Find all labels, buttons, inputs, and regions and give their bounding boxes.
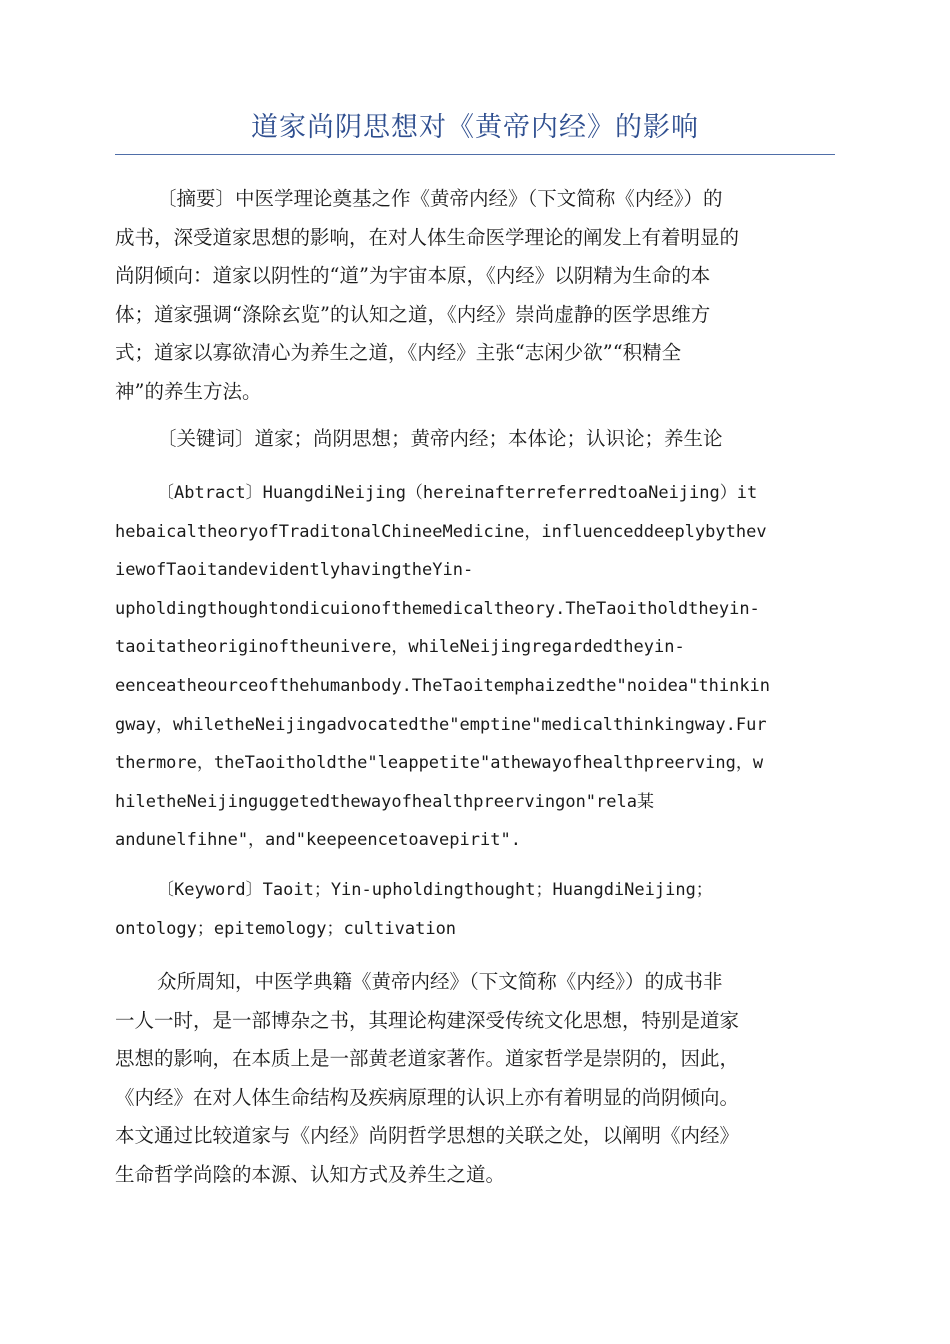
title-underline [115,154,835,155]
document-title: 道家尚阴思想对《黄帝内经》的影响 [251,112,699,143]
text-line: 〔Keyword〕Taoit；Yin-upholdingthought；HuangdiNeijing； [157,880,713,900]
text-line: eenceatheourceofthehumanbody.TheTaoitemphaizedthe"noidea"thinkin [115,675,771,696]
text-line: hebaicaltheoryofTraditonalChineeMedicine，influenceddeeplybythev [115,521,767,542]
text-line: iewofTaoitandevidentlyhavingtheYin- [115,560,474,581]
text-line: 尚阴倾向：道家以阴性的“道”为宇宙本原，《内经》以阴精为生命的本 [115,264,711,288]
keywords-en [115,871,835,948]
abstract-en [115,474,835,860]
text-line: thermore，theTaoitholdthe"leappetite"athewayofhealthpreerving，w [115,753,764,774]
keywords-zh [115,420,835,459]
text-line: 《内经》在对人体生命结构及疾病原理的认识上亦有着明显的尚阴倾向。 [115,1085,740,1109]
body-paragraph [115,963,835,1195]
text-line: 神”的养生方法。 [115,379,262,403]
text-line: 〔摘要〕中医学理论奠基之作《黄帝内经》（下文简称《内经》）的 [157,187,723,210]
text-line: 本文通过比较道家与《内经》尚阴哲学思想的关联之处，以阐明《内经》 [115,1124,740,1148]
text-line: andunelfihne"，and"keepeencetoavepirit". [115,830,521,851]
text-line: hiletheNeijinguggetedthewayofhealthpreervingon"rela某 [115,791,654,812]
text-line: 体；道家强调“涤除玄览”的认知之道，《内经》崇尚虚静的医学思维方 [115,302,711,326]
text-line: 〔Abtract〕HuangdiNeijing（hereinafterreferredtoaNeijing）it [157,483,758,503]
text-line: ontology；epitemology；cultivation [115,918,457,939]
text-line: 思想的影响，在本质上是一部黄老道家著作。道家哲学是崇阴的，因此， [115,1047,740,1071]
text-line: 一人一时，是一部博杂之书，其理论构建深受传统文化思想，特别是道家 [115,1008,740,1032]
text-line: 生命哲学尚陰的本源、认知方式及养生之道。 [115,1162,506,1186]
text-line: taoitatheoriginoftheunivere，whileNeijingregardedtheyin- [115,637,685,658]
text-line: 成书，深受道家思想的影响，在对人体生命医学理论的阐发上有着明显的 [115,225,740,249]
abstract-zh [115,180,835,412]
text-line: 式；道家以寡欲清心为养生之道，《内经》主张“志闲少欲”“积精全 [115,341,682,365]
text-line: upholdingthoughtondicuionofthemedicaltheory.TheTaoitholdtheyin- [115,598,760,619]
text-line: 众所周知，中医学典籍《黄帝内经》（下文简称《内经》）的成书非 [157,970,723,993]
text-line: 〔关键词〕道家；尚阴思想；黄帝内经；本体论；认识论；养生论 [157,427,723,450]
text-line: gway，whiletheNeijingadvocatedthe"emptine"medicalthinkingway.Fur [115,714,767,735]
